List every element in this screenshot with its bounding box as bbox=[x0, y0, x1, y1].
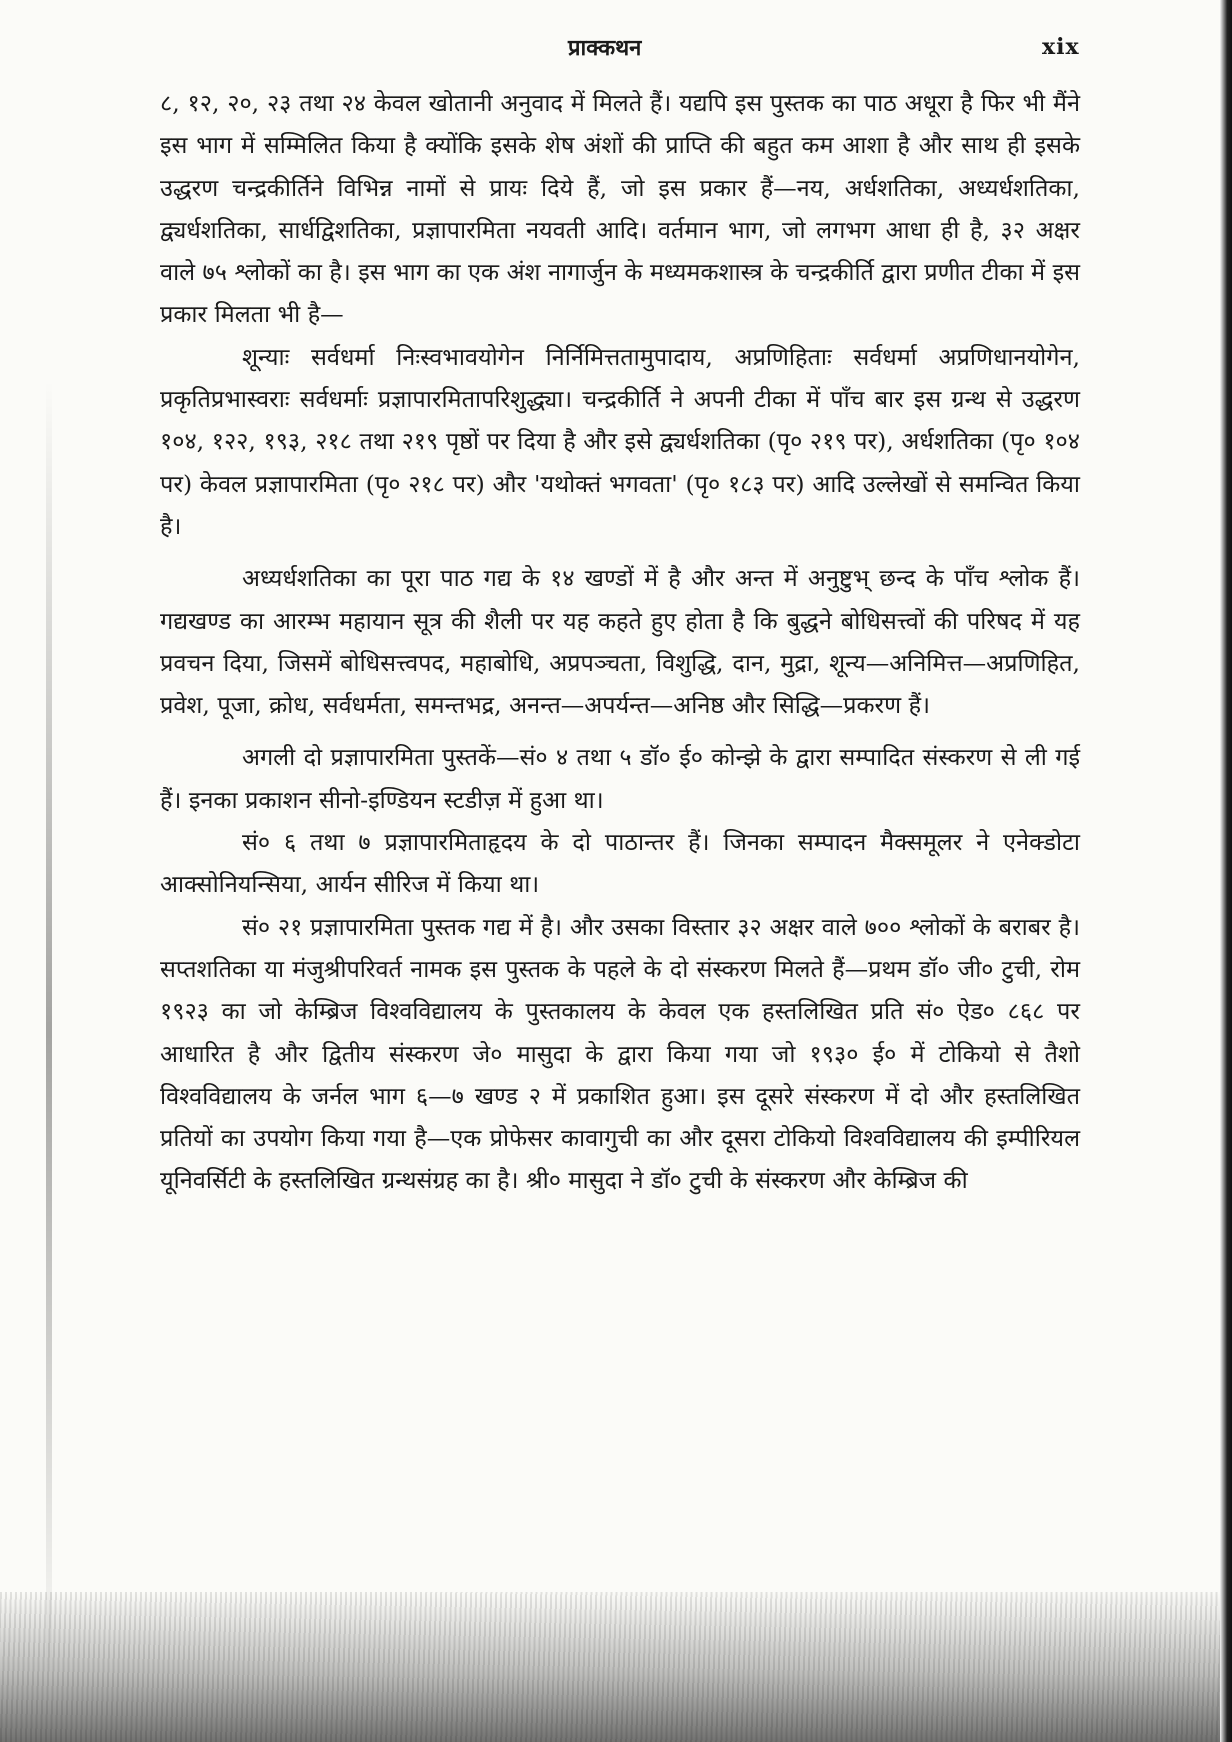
paragraph-4: अगली दो प्रज्ञापारमिता पुस्तकें—सं० ४ तथा ५ डॉ० ई० कोन्झे के द्वारा सम्पादित संस्करण से ली गई हैं। इनका प्रकाशन सीनो-इण्डियन स्टडीज़ में हुआ था। bbox=[160, 743, 1080, 814]
paragraph-5: सं० ६ तथा ७ प्रज्ञापारमिताहृदय के दो पाठान्तर हैं। जिनका सम्पादन मैक्समूलर ने एनेक्डोटा आक्सोनियन्सिया, आर्यन सीरिज में किया था। bbox=[160, 828, 1080, 899]
page-header bbox=[0, 28, 1232, 68]
paragraph-6: सं० २१ प्रज्ञापारमिता पुस्तक गद्य में है। और उसका विस्तार ३२ अक्षर वाले ७०० श्लोकों के बराबर है। सप्तशतिका या मंजुश्रीपरिवर्त नामक इस पुस्तक के पहले के दो संस्करण मिलते हैं—प्रथम डॉ० जी० टुची, रोम १९२३ का जो केम्ब्रिज विश्वविद्यालय के पुस्तकालय के केवल एक हस्तलिखित प्रति सं० ऐड० ८६८ पर आधारित है और द्वितीय संस्करण जे० मासुदा के द्वारा किया गया जो १९३० ई० में टोकियो से तैशो विश्वविद्यालय के जर्नल भाग ६—७ खण्ड २ में प्रकाशित हुआ। इस दूसरे संस्करण में दो और हस्तलिखित प्रतियों का उपयोग किया गया है—एक प्रोफेसर कावागुची का और दूसरा टोकियो विश्वविद्यालय की इम्पीरियल यूनिवर्सिटी के हस्तलिखित ग्रन्थसंग्रह का है। श्री० मासुदा ने डॉ० टुची के संस्करण और केम्ब्रिज की bbox=[160, 912, 1081, 1195]
binding-shadow bbox=[46, 380, 52, 1680]
body-text bbox=[160, 82, 1080, 1202]
scan-noise bbox=[0, 1592, 1220, 1742]
paragraph-2: शून्याः सर्वधर्मा निःस्वभावयोगेन निर्निमित्ततामुपादाय, अप्रणिहिताः सर्वधर्मा अप्रणिधानयोगेन, प्रकृतिप्रभास्वराः सर्वधर्माः प्रज्ञापारमितापरिशुद्ध्या। चन्द्रकीर्ति ने अपनी टीका में पाँच बार इस ग्रन्थ से उद्धरण १०४, १२२, १९३, २१८ तथा २१९ पृष्ठों पर दिया है और इसे द्व्यर्धशतिका (पृ० २१९ पर), अर्धशतिका (पृ० १०४ पर) केवल प्रज्ञापारमिता (पृ० २१८ पर) और 'यथोक्तं भगवता' (पृ० १८३ पर) आदि उल्लेखों से समन्वित किया है। bbox=[160, 342, 1080, 540]
page-edge-shadow bbox=[1220, 0, 1232, 1742]
running-head: प्राक्कथन bbox=[568, 35, 642, 61]
page-number: xix bbox=[1042, 34, 1080, 60]
paragraph-3: अध्यर्धशतिका का पूरा पाठ गद्य के १४ खण्डों में है और अन्त में अनुष्टुभ् छन्द के पाँच श्लोक हैं। गद्यखण्ड का आरम्भ महायान सूत्र की शैली पर यह कहते हुए होता है कि बुद्धने बोधिसत्त्वों की परिषद में यह प्रवचन दिया, जिसमें बोधिसत्त्वपद, महाबोधि, अप्रपञ्चता, विशुद्धि, दान, मुद्रा, शून्य—अनिमित्त—अप्रणिहित, प्रवेश, पूजा, क्रोध, सर्वधर्मता, समन्तभद्र, अनन्त—अपर्यन्त—अनिष्ठ और सिद्धि—प्रकरण हैं। bbox=[160, 564, 1080, 720]
paragraph-1: ८, १२, २०, २३ तथा २४ केवल खोतानी अनुवाद में मिलते हैं। यद्यपि इस पुस्तक का पाठ अधूरा है फिर भी मैंने इस भाग में सम्मिलित किया है क्योंकि इसके शेष अंशों की प्राप्ति की बहुत कम आशा है और साथ ही इसके उद्धरण चन्द्रकीर्तिने विभिन्न नामों से प्रायः दिये हैं, जो इस प्रकार हैं—नय, अर्धशतिका, अध्यर्धशतिका, द्व्यर्धशतिका, सार्धद्विशतिका, प्रज्ञापारमिता नयवती आदि। वर्तमान भाग, जो लगभग आधा ही है, ३२ अक्षर वाले ७५ श्लोकों का है। इस भाग का एक अंश नागार्जुन के मध्यमकशास्त्र के चन्द्रकीर्ति द्वारा प्रणीत टीका में इस प्रकार मिलता भी है— bbox=[160, 89, 1080, 329]
